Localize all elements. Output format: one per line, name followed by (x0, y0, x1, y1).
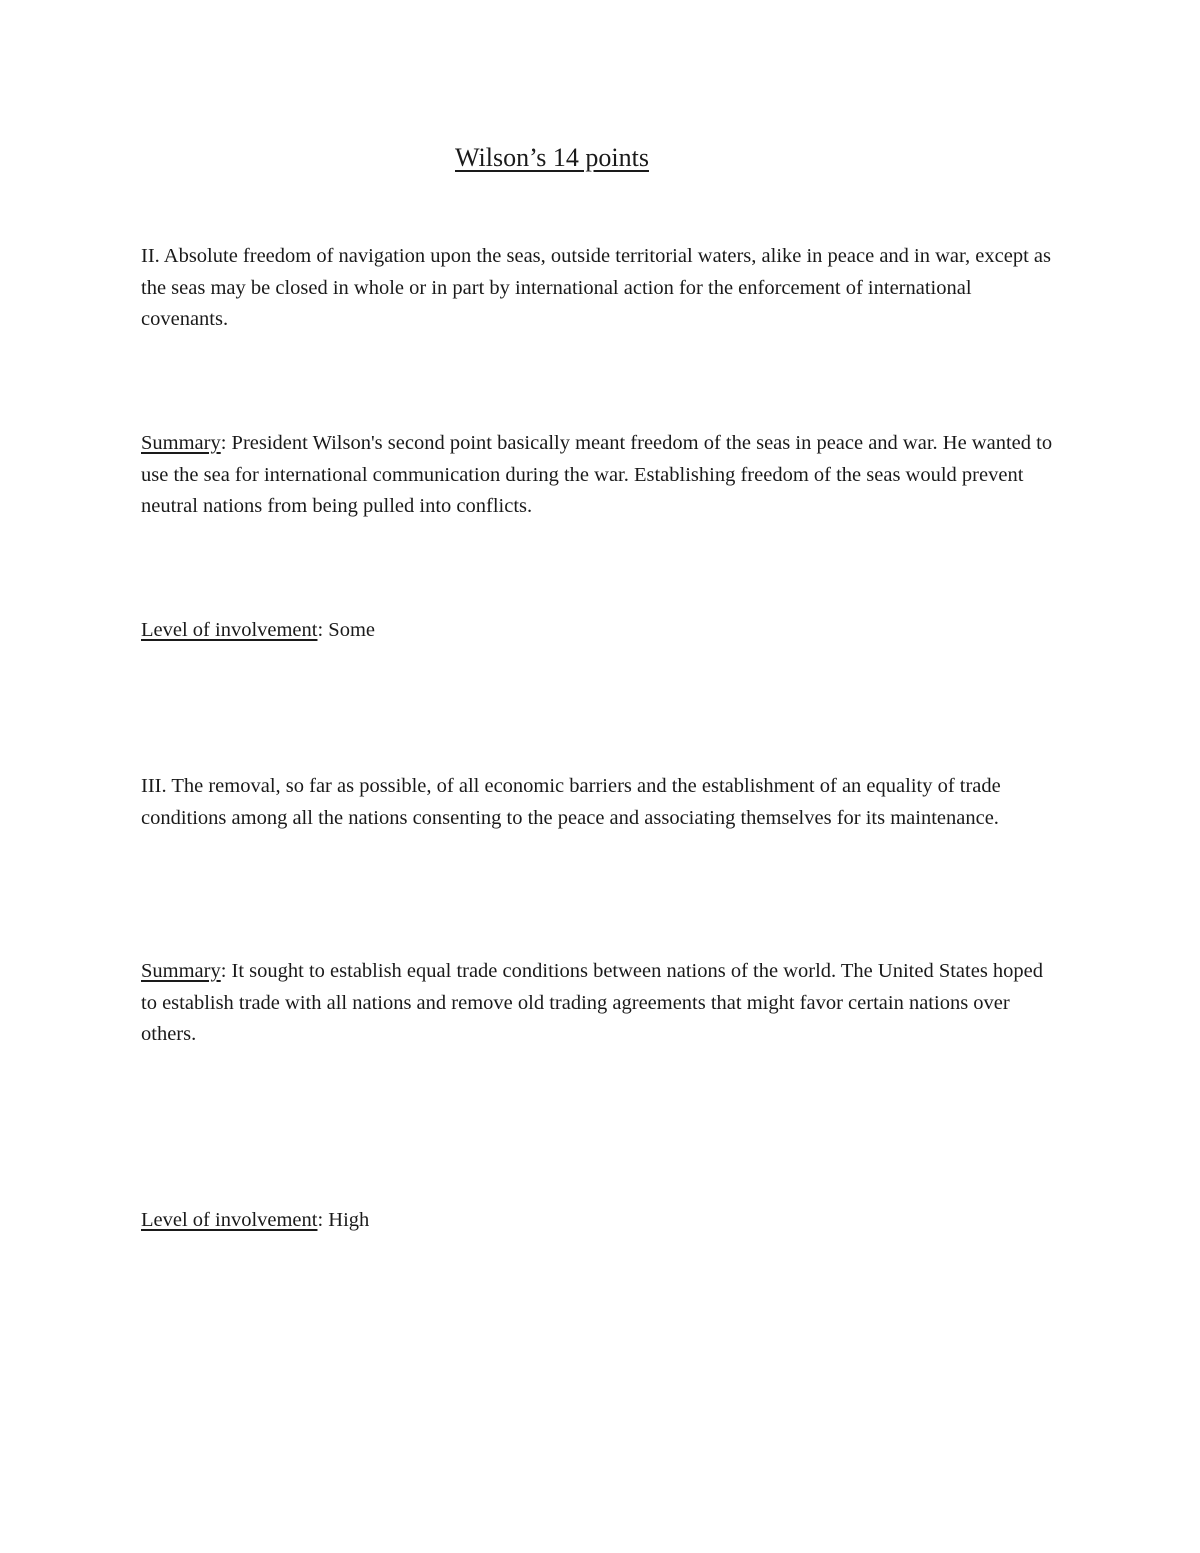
summary-text: : President Wilson's second point basically meant freedom of the seas in peace and war. He wanted to use the sea for international communication during the war. Establishing freedom of the seas would prevent neutral nations from being pulled into conflicts. (141, 432, 1053, 517)
level-value: : High (317, 1209, 370, 1231)
page-title: Wilson’s 14 points (455, 143, 649, 172)
point-two-text: II. Absolute freedom of navigation upon the seas, outside territorial waters, alike in peace and in war, except as the seas may be closed in whole or in part by international action for the enforcement of international covenants. (141, 245, 1051, 330)
level-label: Level of involvement (141, 619, 318, 641)
summary-label: Summary (141, 960, 221, 982)
summary-label: Summary (141, 432, 221, 454)
point-three-level (141, 1205, 1061, 1237)
point-two-summary (141, 428, 1061, 523)
point-three-text: III. The removal, so far as possible, of all economic barriers and the establishment of an equality of trade conditions among all the nations consenting to the peace and associating themselves for its maintenance. (141, 775, 1001, 829)
level-value: : Some (317, 619, 376, 641)
point-three-summary (141, 956, 1061, 1051)
level-label: Level of involvement (141, 1209, 318, 1231)
point-two-level (141, 615, 1061, 647)
summary-text: : It sought to establish equal trade conditions between nations of the world. The United States hoped to establish trade with all nations and remove old trading agreements that might favor certain nations over others. (141, 960, 1044, 1045)
